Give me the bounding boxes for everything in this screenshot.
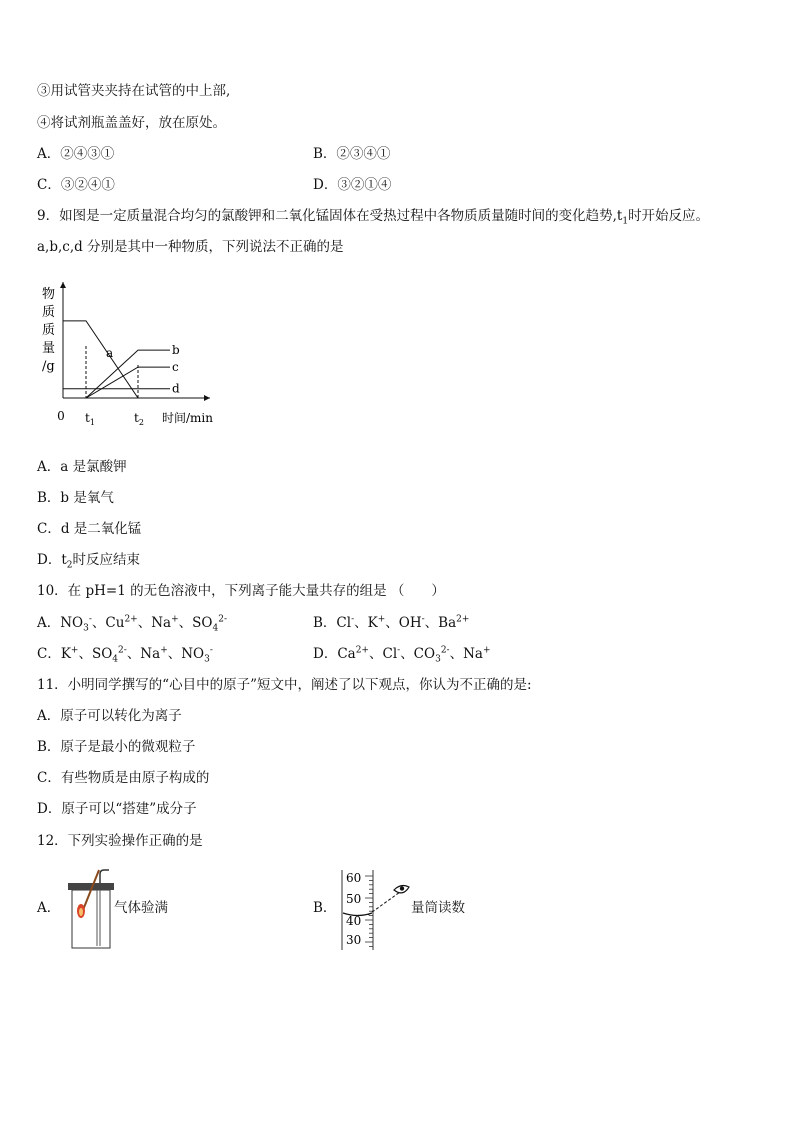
q11-option-a: A．原子可以转化为离子 [37, 708, 182, 724]
q9-option-a: A．a 是氯酸钾 [37, 459, 127, 475]
y-label-char: 量 [42, 341, 56, 356]
q8-option-d: D．③②①④ [313, 177, 392, 193]
q9-stem-line1: 9．如图是一定质量混合均匀的氯酸钾和二氧化锰固体在受热过程中各物质质量随时间的变化趋势$,t_1$时开始反应。 [37, 208, 710, 227]
q11-stem: 11．小明同学撰写的“心目中的原子”短文中，阐述了以下观点，你认为不正确的是: [37, 677, 532, 693]
cyl-tick-50: 50 [346, 892, 362, 906]
q10-stem: 10．在 pH=1 的无色溶液中，下列离子能大量共存的组是 （ ） [37, 583, 445, 599]
q9-option-b: B．b 是氧气 [37, 490, 114, 506]
t2-tick-label: $t_2$ [134, 411, 144, 427]
series-label-d: d [172, 381, 180, 396]
q11-option-d: D．原子可以“搭建”成分子 [37, 801, 197, 817]
y-label-char: 质 [42, 305, 56, 320]
q9-mass-time-chart [30, 278, 230, 428]
q10-option-c: C．K+、$SO_4^{2-}$、Na+、$NO_3^-$ [37, 645, 213, 665]
q11-option-c: C．有些物质是由原子构成的 [37, 770, 210, 786]
step-3: ③用试管夹夹持在试管的中上部, [37, 83, 231, 99]
series-label-c: c [172, 360, 179, 375]
graduated-cylinder-illustration [338, 866, 418, 952]
q9-option-c: C．d 是二氧化锰 [37, 521, 142, 537]
gas-bottle-illustration [62, 866, 118, 952]
step-4: ④将试剂瓶盖盖好，放在原处。 [37, 115, 226, 131]
q10-option-a: A．$NO_3^-$、$Cu^{2+}$、Na+、$SO_4^{2-}$ [37, 614, 227, 634]
q8-option-a: A．②④③① [37, 146, 115, 162]
series-line-a [63, 321, 138, 398]
q9-option-d: D．$t_2$时反应结束 [37, 552, 140, 571]
series-line-b [63, 350, 170, 398]
q8-option-c: C．③②④① [37, 177, 115, 193]
q10-option-d: D．$Ca^{2+}$、Cl-、$CO_3^{2-}$、Na+ [313, 645, 491, 665]
q12-option-a-letter: A． [37, 900, 61, 916]
y-label-char: 物 [42, 287, 56, 302]
y-label-char: 质 [42, 323, 56, 338]
origin-label: 0 [57, 409, 65, 423]
cyl-tick-30: 30 [346, 933, 362, 947]
cyl-tick-60: 60 [346, 871, 362, 885]
t1-tick-label: $t_1$ [85, 411, 95, 427]
q12-option-a-caption: 气体验满 [114, 900, 168, 916]
q10-option-b: B．Cl-、K+、OH-、$Ba^{2+}$ [313, 614, 470, 631]
y-label-char: /g [42, 359, 55, 374]
q9-stem-line2: a,b,c,d 分别是其中一种物质，下列说法不正确的是 [37, 239, 344, 255]
q12-option-b-letter: B． [313, 900, 337, 916]
q8-option-b: B．②③④① [313, 146, 391, 162]
x-axis-label: 时间/min [162, 411, 213, 425]
series-line-c [63, 367, 170, 398]
series-label-a: a [106, 346, 114, 360]
series-label-b: b [172, 343, 180, 358]
q12-stem: 12．下列实验操作正确的是 [37, 833, 203, 849]
q12-option-b-caption: 量筒读数 [411, 900, 465, 916]
y-axis-label [42, 286, 55, 374]
cyl-tick-40: 40 [346, 914, 362, 928]
q11-option-b: B．原子是最小的微观粒子 [37, 739, 196, 755]
